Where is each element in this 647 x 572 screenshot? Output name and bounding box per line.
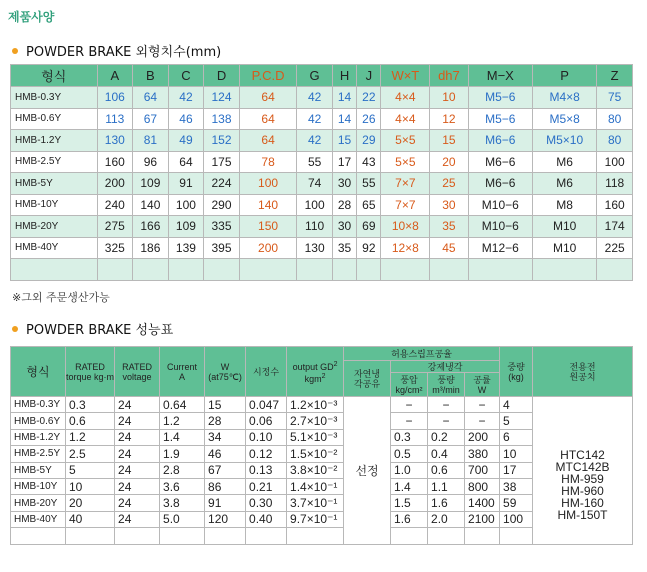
table-cell: 0.4 (428, 446, 465, 462)
table-cell: 24 (115, 495, 160, 511)
empty-cell (287, 528, 344, 544)
model-cell: HMB-2.5Y (11, 446, 66, 462)
column-header: M−X (468, 65, 532, 87)
table-cell: 0.6 (428, 462, 465, 478)
table-cell: 6 (500, 429, 533, 445)
table-cell: 65 (357, 194, 381, 216)
column-header: P (532, 65, 596, 87)
table-cell: 5.0 (160, 511, 205, 527)
table-cell: 106 (97, 87, 133, 109)
table-cell: 200 (239, 237, 297, 259)
table-cell: M6−6 (468, 173, 532, 195)
table-cell: 10 (66, 478, 115, 494)
column-header: A (97, 65, 133, 87)
header-torque: RATED torque kg·m (66, 347, 115, 397)
table-cell: 0.3 (66, 397, 115, 413)
table-cell: 42 (168, 87, 204, 109)
empty-cell (597, 259, 633, 281)
header-time-constant: 시정수 (246, 347, 287, 397)
table-cell: 55 (357, 173, 381, 195)
table-cell: 1.6 (391, 511, 428, 527)
table-row (11, 151, 633, 173)
table-cell: 0.3 (391, 429, 428, 445)
table-cell: 67 (133, 108, 169, 130)
table-cell: 113 (97, 108, 133, 130)
empty-cell (532, 259, 596, 281)
table-cell: 91 (168, 173, 204, 195)
empty-cell (468, 259, 532, 281)
section-title-dimensions (12, 41, 221, 60)
table-cell: M10−6 (468, 194, 532, 216)
table-cell: 1.9 (160, 446, 205, 462)
table-cell: 25 (430, 173, 468, 195)
section-title-text: POWDER BRAKE 성능표 (26, 323, 174, 338)
table-cell: M6 (532, 173, 596, 195)
table-cell: 24 (115, 446, 160, 462)
table-cell: 225 (597, 237, 633, 259)
column-header: P.C.D (239, 65, 297, 87)
table-cell: 120 (205, 511, 246, 527)
table-cell: 100 (500, 511, 533, 527)
table-cell: 4×4 (381, 108, 430, 130)
table-cell: − (465, 397, 500, 413)
table-cell: M5×10 (532, 130, 596, 152)
table-cell: 17 (500, 462, 533, 478)
empty-cell (133, 259, 169, 281)
model-cell: HMB-0.6Y (11, 108, 98, 130)
empty-cell (239, 259, 297, 281)
model-cell: HMB-5Y (11, 462, 66, 478)
compatible-model: HTC142 (560, 448, 605, 463)
empty-cell (11, 528, 66, 544)
table-cell: 80 (597, 108, 633, 130)
header-voltage: RATED voltage (115, 347, 160, 397)
table-cell: 325 (97, 237, 133, 259)
natural-cooling-cell: 선정 (344, 397, 391, 545)
model-cell: HMB-10Y (11, 478, 66, 494)
table-cell: 22 (357, 87, 381, 109)
table-cell: 91 (205, 495, 246, 511)
empty-cell (381, 259, 430, 281)
table-cell: 200 (97, 173, 133, 195)
model-cell: HMB-20Y (11, 216, 98, 238)
table-cell: 10 (430, 87, 468, 109)
empty-cell (246, 528, 287, 544)
model-cell: HMB-0.3Y (11, 87, 98, 109)
model-cell: HMB-0.6Y (11, 413, 66, 429)
model-cell: HMB-40Y (11, 237, 98, 259)
model-cell: HMB-0.3Y (11, 397, 66, 413)
table-cell: 46 (168, 108, 204, 130)
table-cell: 2.5 (66, 446, 115, 462)
dimensions-table (10, 64, 633, 281)
table-cell: − (391, 413, 428, 429)
table-cell: 160 (597, 194, 633, 216)
table-row (11, 397, 633, 413)
table-cell: 5.1×10⁻³ (287, 429, 344, 445)
column-header: H (332, 65, 356, 87)
table-cell: 1.5×10⁻² (287, 446, 344, 462)
table-cell: 110 (297, 216, 333, 238)
table-cell: 186 (133, 237, 169, 259)
empty-cell (332, 259, 356, 281)
model-cell: HMB-20Y (11, 495, 66, 511)
empty-cell (11, 259, 98, 281)
empty-cell (391, 528, 428, 544)
table-cell: 130 (97, 130, 133, 152)
model-cell: HMB-2.5Y (11, 151, 98, 173)
table-cell: 55 (297, 151, 333, 173)
table-cell: M8 (532, 194, 596, 216)
table-cell: 10×8 (381, 216, 430, 238)
model-cell: HMB-10Y (11, 194, 98, 216)
empty-cell (430, 259, 468, 281)
empty-cell (168, 259, 204, 281)
table-cell: 0.13 (246, 462, 287, 478)
compatible-model: HM-160 (561, 496, 604, 511)
header-gd: output $GD^2$ kgm$^2$ (287, 347, 344, 397)
table-cell: M6−6 (468, 151, 532, 173)
table-cell: 10 (500, 446, 533, 462)
table-cell: 1400 (465, 495, 500, 511)
table-cell: 160 (97, 151, 133, 173)
table-cell: 20 (66, 495, 115, 511)
section-title-performance (12, 319, 173, 338)
table-cell: 14 (332, 87, 356, 109)
table-cell: 2.7×10⁻³ (287, 413, 344, 429)
table-cell: 240 (97, 194, 133, 216)
table-cell: 81 (133, 130, 169, 152)
table-cell: M5×8 (532, 108, 596, 130)
table-cell: 15 (332, 130, 356, 152)
table-cell: 45 (430, 237, 468, 259)
column-header: Z (597, 65, 633, 87)
table-cell: 49 (168, 130, 204, 152)
column-header: D (204, 65, 240, 87)
table-cell: 26 (357, 108, 381, 130)
compatible-model: MTC142B (555, 460, 610, 475)
header-weight: 중량 (kg) (500, 347, 533, 397)
model-cell: HMB-40Y (11, 511, 66, 527)
table-cell: M10−6 (468, 216, 532, 238)
table-cell: 0.21 (246, 478, 287, 494)
empty-cell (66, 528, 115, 544)
table-cell: 100 (239, 173, 297, 195)
table-cell: 0.6 (66, 413, 115, 429)
column-header: G (297, 65, 333, 87)
table-cell: 335 (204, 216, 240, 238)
table-cell: M6−6 (468, 130, 532, 152)
table-cell: 138 (204, 108, 240, 130)
table-cell: 17 (332, 151, 356, 173)
header-air-flow: 풍량 m³/min (428, 373, 465, 397)
table-cell: 140 (239, 194, 297, 216)
table-row (11, 87, 633, 109)
table-cell: 800 (465, 478, 500, 494)
table-cell: 0.64 (160, 397, 205, 413)
header-compatible: 전용전 원공치 (533, 347, 633, 397)
table-cell: 1.2 (160, 413, 205, 429)
table-cell: 15 (205, 397, 246, 413)
table-cell: 395 (204, 237, 240, 259)
table-cell: 14 (332, 108, 356, 130)
table-cell: M5−6 (468, 108, 532, 130)
model-cell: HMB-1.2Y (11, 130, 98, 152)
table-cell: 2.0 (428, 511, 465, 527)
table-cell: 175 (204, 151, 240, 173)
table-cell: 64 (168, 151, 204, 173)
table-cell: 1.5 (391, 495, 428, 511)
header-cooling-group: 허용스립프공율 (344, 347, 500, 361)
table-cell: 0.12 (246, 446, 287, 462)
column-header: J (357, 65, 381, 87)
table-cell: 200 (465, 429, 500, 445)
table-cell: 0.047 (246, 397, 287, 413)
empty-row (11, 259, 633, 281)
table-cell: 3.8×10⁻² (287, 462, 344, 478)
table-cell: 700 (465, 462, 500, 478)
header-model: 형식 (11, 347, 66, 397)
table-cell: 0.06 (246, 413, 287, 429)
table-cell: M6 (532, 151, 596, 173)
table-cell: 174 (597, 216, 633, 238)
performance-table (10, 346, 633, 545)
table-cell: 100 (297, 194, 333, 216)
table-cell: M10 (532, 216, 596, 238)
table-cell: 34 (205, 429, 246, 445)
table-cell: 69 (357, 216, 381, 238)
table-cell: 80 (597, 130, 633, 152)
table-cell: 139 (168, 237, 204, 259)
table-cell: 150 (239, 216, 297, 238)
table-cell: 7×7 (381, 194, 430, 216)
table-cell: M4×8 (532, 87, 596, 109)
table-cell: − (465, 413, 500, 429)
table-cell: 29 (357, 130, 381, 152)
empty-cell (428, 528, 465, 544)
table-cell: 46 (205, 446, 246, 462)
table-cell: 24 (115, 478, 160, 494)
header-air-pressure: 풍압 kg/cm² (391, 373, 428, 397)
empty-cell (500, 528, 533, 544)
table-cell: 30 (430, 194, 468, 216)
header-natural-cooling: 자연냉 각공유 (344, 361, 391, 397)
table-cell: 24 (115, 511, 160, 527)
table-cell: 42 (297, 108, 333, 130)
table-cell: 64 (133, 87, 169, 109)
header-forced-cooling: 강제냉각 (391, 361, 500, 373)
table-cell: − (428, 413, 465, 429)
table-cell: 7×7 (381, 173, 430, 195)
table-cell: 275 (97, 216, 133, 238)
table-cell: 166 (133, 216, 169, 238)
table-cell: 64 (239, 130, 297, 152)
table-cell: 0.5 (391, 446, 428, 462)
empty-cell (465, 528, 500, 544)
table-cell: 43 (357, 151, 381, 173)
table-cell: 1.6 (428, 495, 465, 511)
table-cell: 67 (205, 462, 246, 478)
table-cell: 64 (239, 87, 297, 109)
table-cell: 12×8 (381, 237, 430, 259)
table-cell: 78 (239, 151, 297, 173)
table-cell: 3.7×10⁻¹ (287, 495, 344, 511)
empty-cell (357, 259, 381, 281)
table-cell: 118 (597, 173, 633, 195)
header-watt: W (at75℃) (205, 347, 246, 397)
table-cell: 42 (297, 130, 333, 152)
table-cell: 1.4 (391, 478, 428, 494)
table-cell: 24 (115, 397, 160, 413)
table-cell: 30 (332, 216, 356, 238)
page-title: 제품사양 (8, 10, 55, 24)
table-cell: 86 (205, 478, 246, 494)
table-cell: 64 (239, 108, 297, 130)
model-cell: HMB-1.2Y (11, 429, 66, 445)
table-cell: 2100 (465, 511, 500, 527)
table-cell: 42 (297, 87, 333, 109)
empty-cell (205, 528, 246, 544)
header-power: 공률 W (465, 373, 500, 397)
table-cell: M10 (532, 237, 596, 259)
table-cell: 109 (133, 173, 169, 195)
table-cell: 224 (204, 173, 240, 195)
table-cell: 3.6 (160, 478, 205, 494)
table-cell: 74 (297, 173, 333, 195)
table-cell: M12−6 (468, 237, 532, 259)
table-cell: 35 (332, 237, 356, 259)
table-cell: 5×5 (381, 151, 430, 173)
table-cell: − (391, 397, 428, 413)
table-cell: 140 (133, 194, 169, 216)
table-cell: 20 (430, 151, 468, 173)
column-header: B (133, 65, 169, 87)
table-row (11, 108, 633, 130)
section-title-text: POWDER BRAKE 외형치수(mm) (26, 45, 222, 60)
empty-cell (115, 528, 160, 544)
table-cell: 24 (115, 462, 160, 478)
table-cell: 109 (168, 216, 204, 238)
table-cell: 4 (500, 397, 533, 413)
table-cell: 100 (597, 151, 633, 173)
table-cell: 92 (357, 237, 381, 259)
empty-cell (160, 528, 205, 544)
compatible-models-cell (533, 397, 633, 545)
table-cell: 15 (430, 130, 468, 152)
table-cell: 100 (168, 194, 204, 216)
table-cell: 35 (430, 216, 468, 238)
table-row (11, 130, 633, 152)
table-cell: 59 (500, 495, 533, 511)
compatible-model: HM-150T (557, 508, 608, 523)
custom-order-note: ※그외 주문생산가능 (12, 291, 110, 304)
table-cell: 5×5 (381, 130, 430, 152)
empty-cell (97, 259, 133, 281)
column-header: W×T (381, 65, 430, 87)
table-cell: 1.4 (160, 429, 205, 445)
table-row (11, 194, 633, 216)
bullet-icon (12, 48, 18, 54)
table-cell: 9.7×10⁻¹ (287, 511, 344, 527)
table-cell: 0.30 (246, 495, 287, 511)
table-cell: 30 (332, 173, 356, 195)
compatible-model: HM-960 (561, 484, 604, 499)
empty-cell (204, 259, 240, 281)
table-cell: 12 (430, 108, 468, 130)
table-cell: 24 (115, 429, 160, 445)
table-cell: 290 (204, 194, 240, 216)
column-header: dh7 (430, 65, 468, 87)
column-header: C (168, 65, 204, 87)
table-cell: 96 (133, 151, 169, 173)
table-row (11, 173, 633, 195)
model-cell: HMB-5Y (11, 173, 98, 195)
table-cell: 5 (66, 462, 115, 478)
table-cell: − (428, 397, 465, 413)
table-cell: 3.8 (160, 495, 205, 511)
empty-cell (297, 259, 333, 281)
table-row (11, 237, 633, 259)
table-cell: 5 (500, 413, 533, 429)
table-cell: M5−6 (468, 87, 532, 109)
table-cell: 1.4×10⁻¹ (287, 478, 344, 494)
table-cell: 0.10 (246, 429, 287, 445)
table-cell: 152 (204, 130, 240, 152)
table-cell: 38 (500, 478, 533, 494)
bullet-icon (12, 326, 18, 332)
table-cell: 24 (115, 413, 160, 429)
table-cell: 0.2 (428, 429, 465, 445)
table-cell: 1.2×10⁻³ (287, 397, 344, 413)
table-cell: 4×4 (381, 87, 430, 109)
compatible-model: HM-959 (561, 472, 604, 487)
table-cell: 2.8 (160, 462, 205, 478)
header-current: Current A (160, 347, 205, 397)
column-header: 형식 (11, 65, 98, 87)
table-cell: 1.2 (66, 429, 115, 445)
table-row (11, 216, 633, 238)
table-cell: 28 (332, 194, 356, 216)
table-cell: 380 (465, 446, 500, 462)
table-cell: 1.0 (391, 462, 428, 478)
table-cell: 28 (205, 413, 246, 429)
table-cell: 0.40 (246, 511, 287, 527)
table-cell: 124 (204, 87, 240, 109)
table-cell: 1.1 (428, 478, 465, 494)
table-cell: 40 (66, 511, 115, 527)
table-cell: 130 (297, 237, 333, 259)
table-cell: 75 (597, 87, 633, 109)
